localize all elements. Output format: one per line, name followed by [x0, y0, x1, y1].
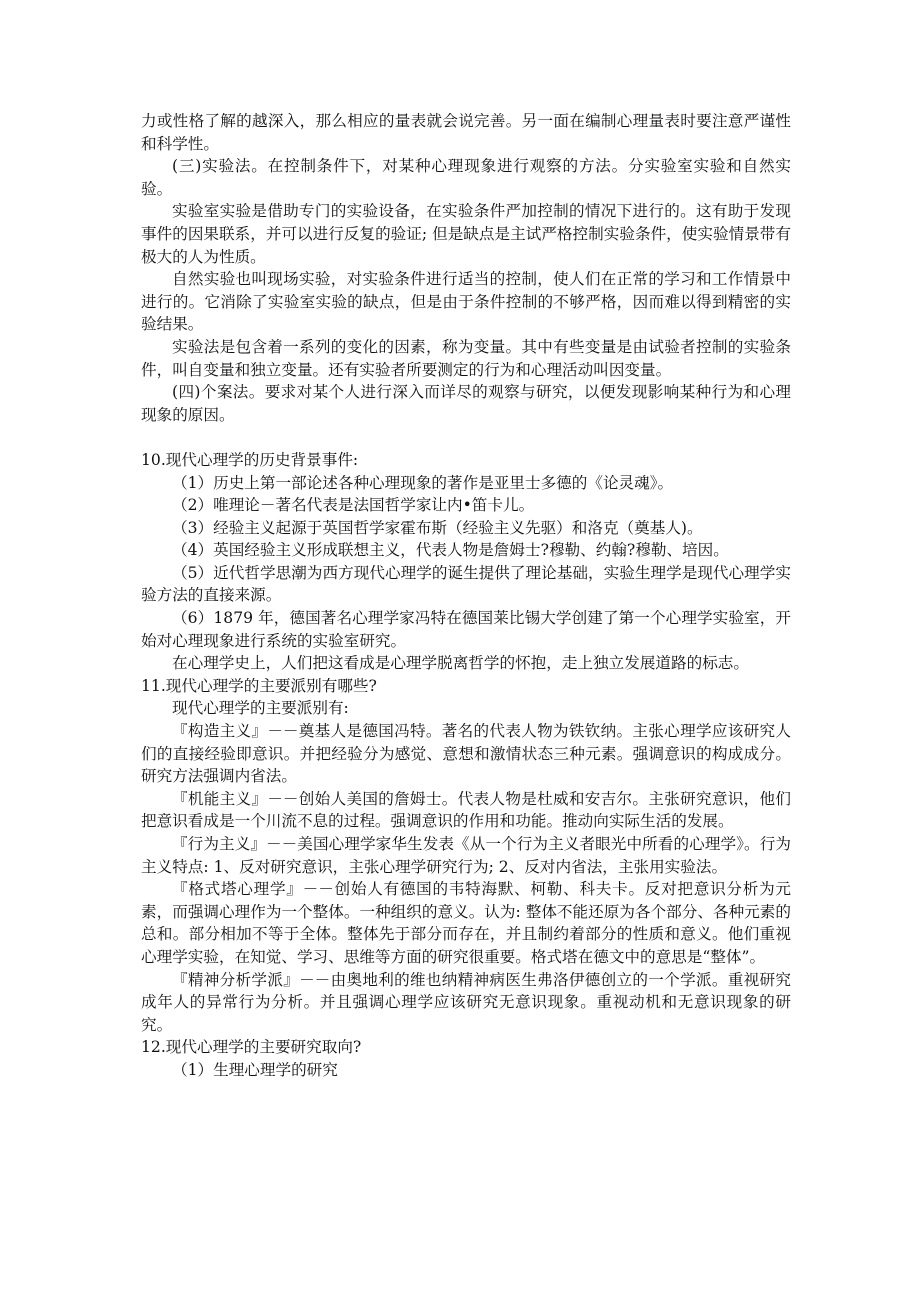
section-heading: 10.现代心理学的历史背景事件:	[141, 450, 359, 469]
paragraph: 实验室实验是借助专门的实验设备，在实验条件严加控制的情况下进行的。这有助于发现事件的因果联系，并可以进行反复的验证; 但是缺点是主试严格控制实验条件，使实验情景带有极大的人为性质。	[141, 202, 791, 266]
list-item: （3）经验主义起源于英国哲学家霍布斯（经验主义先驱）和洛克（奠基人)。	[172, 518, 703, 537]
blank-line	[141, 426, 791, 449]
school-paragraph: 『精神分析学派』－－由奥地利的维也纳精神病医生弗洛伊德创立的一个学派。重视研究成年人的异常行为分析。并且强调心理学应该研究无意识现象。重视动机和无意识现象的研究。	[141, 970, 791, 1034]
list-item: （1）生理心理学的研究	[172, 1060, 338, 1079]
section-heading: 12.现代心理学的主要研究取向?	[141, 1038, 362, 1057]
paragraph: 自然实验也叫现场实验，对实验条件进行适当的控制，使人们在正常的学习和工作情景中进行的。它消除了实验室实验的缺点，但是由于条件控制的不够严格，因而难以得到精密的实验结果。	[141, 270, 791, 334]
list-item: （2）唯理论－著名代表是法国哲学家让内•笛卡儿。	[172, 496, 535, 515]
paragraph: (四)个案法。要求对某个人进行深入而详尽的观察与研究，以便发现影响某种行为和心理现象的原因。	[141, 383, 791, 424]
school-paragraph: 『构造主义』－－奠基人是德国冯特。著名的代表人物为铁钦纳。主张心理学应该研究人们的直接经验即意识。并把经验分为感觉、意想和激情状态三种元素。强调意识的构成成分。研究方法强调内省法。	[141, 722, 791, 786]
paragraph: (三)实验法。在控制条件下，对某种心理现象进行观察的方法。分实验室实验和自然实验。	[141, 157, 791, 198]
list-item: （6）1879 年，德国著名心理学家冯特在德国莱比锡大学创建了第一个心理学实验室，开始对心理现象进行系统的实验室研究。	[141, 609, 791, 650]
list-item: （1）历史上第一部论述各种心理现象的著作是亚里士多德的《论灵魂》。	[172, 473, 674, 492]
school-paragraph: 『行为主义』－－美国心理学家华生发表《从一个行为主义者眼光中所看的心理学》。行为主义特点: 1、反对研究意识，主张心理学研究行为; 2、反对内省法，主张用实验法。	[141, 835, 791, 876]
section-heading: 11.现代心理学的主要派别有哪些?	[141, 676, 377, 695]
school-paragraph: 『机能主义』－－创始人美国的詹姆士。代表人物是杜威和安吉尔。主张研究意识，他们把意识看成是一个川流不息的过程。强调意识的作用和功能。推动向实际生活的发展。	[141, 789, 791, 831]
document-page	[141, 110, 791, 1082]
paragraph: 实验法是包含着一系列的变化的因素，称为变量。其中有些变量是由试验者控制的实验条件，叫自变量和独立变量。还有实验者所要测定的行为和心理活动叫因变量。	[141, 337, 791, 379]
paragraph: 力或性格了解的越深入，那么相应的量表就会说完善。另一面在编制心理量表时要注意严谨性和科学性。	[141, 112, 791, 153]
paragraph: 在心理学史上，人们把这看成是心理学脱离哲学的怀抱，走上独立发展道路的标志。	[172, 654, 749, 673]
list-item: （5）近代哲学思潮为西方现代心理学的诞生提供了理论基础，实验生理学是现代心理学实验方法的直接来源。	[141, 563, 791, 605]
school-paragraph: 『格式塔心理学』－－创始人有德国的韦特海默、柯勒、科夫卡。反对把意识分析为元素，而强调心理作为一个整体。一种组织的意义。认为: 整体不能还原为各个部分、各种元素的总和。部分相加不等于全体。整体先于部分而存在，并且制约着部分的性质和意义。他们重视心理学实验，在知觉、学习、思维等方面的研究很重要。格式塔在德文中的意思是“整体”。	[141, 880, 791, 966]
paragraph: 现代心理学的主要派别有:	[172, 699, 349, 718]
list-item: （4）英国经验主义形成联想主义，代表人物是詹姆士?穆勒、约翰?穆勒、培因。	[172, 541, 729, 560]
